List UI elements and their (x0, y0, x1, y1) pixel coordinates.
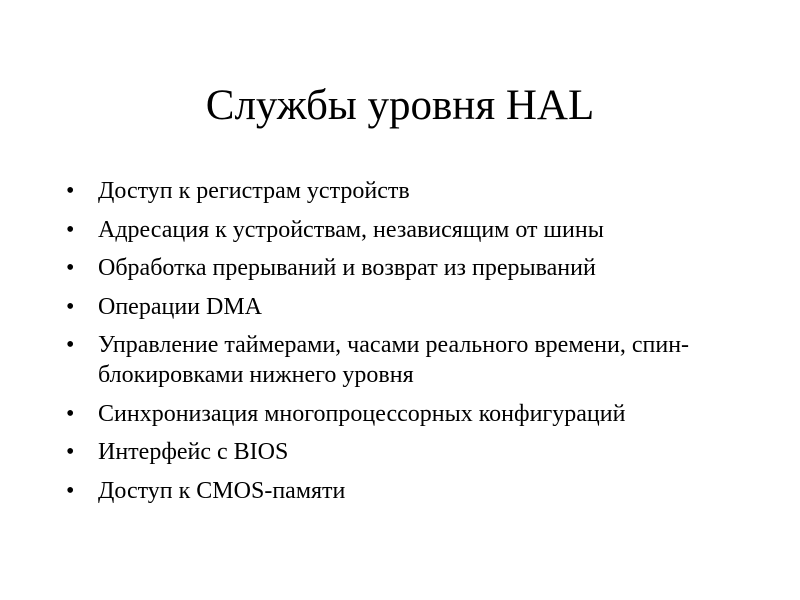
bullet-icon: • (66, 477, 75, 504)
bullet-text: Доступ к CMOS-памяти (98, 477, 346, 504)
bullet-text: Управление таймерами, часами реального времени, спин-блокировками нижнего уровня (98, 332, 690, 388)
bullet-item (64, 176, 744, 206)
bullet-icon: • (66, 216, 75, 243)
bullet-list (64, 176, 744, 514)
bullet-text: Синхронизация многопроцессорных конфигураций (98, 400, 626, 427)
bullet-item (64, 476, 744, 506)
bullet-icon: • (66, 439, 75, 465)
bullet-item (64, 437, 744, 467)
bullet-icon: • (66, 255, 75, 281)
slide-title: Службы уровня HAL (205, 82, 595, 129)
bullet-text: Адресация к устройствам, независящим от шины (98, 216, 604, 243)
bullet-item (64, 253, 744, 283)
bullet-item (64, 399, 744, 429)
bullet-text: Обработка прерываний и возврат из прерываний (98, 255, 596, 281)
bullet-text: Операции DMA (98, 293, 263, 320)
bullet-text: Интерфейс с BIOS (98, 439, 289, 465)
bullet-icon: • (66, 400, 75, 427)
bullet-icon: • (66, 332, 75, 358)
bullet-item (64, 215, 744, 245)
bullet-icon: • (66, 178, 75, 204)
bullet-item (64, 330, 744, 390)
bullet-text: Доступ к регистрам устройств (98, 178, 410, 204)
bullet-item (64, 292, 744, 322)
bullet-icon: • (66, 293, 75, 320)
